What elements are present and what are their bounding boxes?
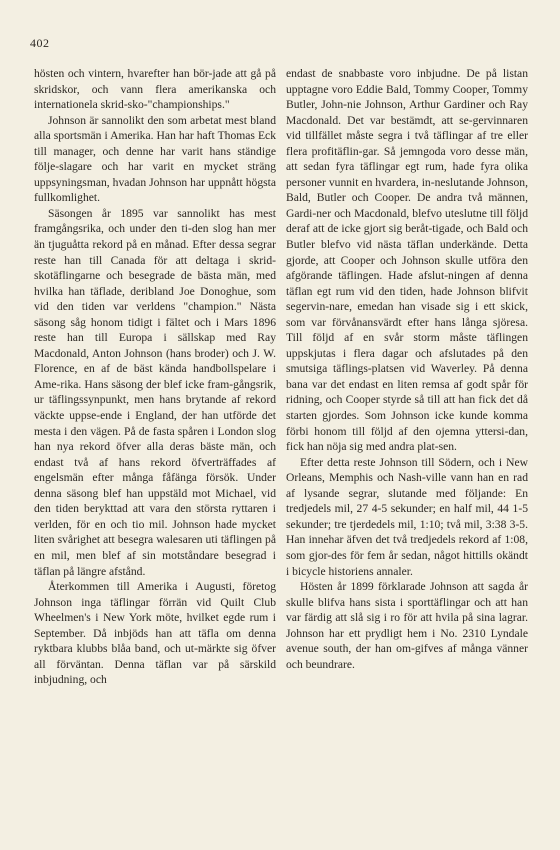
right-column [286,66,528,672]
paragraph: Efter detta reste Johnson till Södern, och i New Orleans, Memphis och Nash-ville vann han en rad af lysande segrar, slutande med följande: En tredjedels mil, 27 4-5 sekunder; en half mil, 44 1-5 sekunder; tre tjerdedels mil, 1:10; två mil, 3:38 3-5. Han innehar äfven det två tredjedels rekord af 1:08, som gjor-des för fem år sedan, något hittills okändt i bicycle historiens annaler. [286,455,528,578]
paragraph: endast de snabbaste voro inbjudne. De på listan upptagne voro Eddie Bald, Tommy Cooper, Tommy Butler, John-nie Johnson, Arthur Gardiner och Ray Macdonald. Det var bestämdt, att se-gervinnaren vid tillfället måste segra i två täflingar af tre eller flera profitäflin-gar. Så jemngoda voro desse män, att sedan fyra täflingar egt rum, hade fyra olika personer vunnit en hvardera, in-neslutande Johnson, Bald, Butler och Cooper. De andra två männen, Gardi-ner och Macdonald, blefvo uteslutne till följd deraf att de icke gjort sig beråt-tigade, och Bald och Butler blefvo vid nästa täflan underkände. Detta gjorde, att Cooper och Johnson skulle utföra den afgörande täflingen. Hade afslut-ningen af denna täflan egt rum vid den tiden, hade Johnson blifvit segervin-nare, emedan han visade sig i ett skick, som var förvånansvärdt efter hans långa sjöresa. Till följd af en svår storm måste täflingen uppskjutas i flera dagar och afslutades på den smutsiga täflings-platsen vid Waverley. På denna bana var det endast en liten remsa af godt spår för ridning, och Cooper styrde så till att han fick det då starten gjordes. Som Johnson icke kunde komma förbi honom till följd af den ojemna yttersi-dan, fick han nöja sig med andra plat-sen. [286,67,528,454]
page-number: 402 [30,36,50,50]
paragraph: Säsongen år 1895 var sannolikt has mest framgångsrika, och under den ti-den slog han mer än tjuguåtta rekord på en månad. Efter dessa segrar reste han till Canada för att deltaga i skrid-skotäflingarne och besegrade de bästa män, med hvilka han täflade, deribland Joe Donoghue, som vid den tiden var verldens "champion." Nästa säsong såg honom tidigt i fältet och i Mars 1896 reste han till Europa i sällskap med Ray Macdonald, Anton Johnson (hans broder) och J. W. Florence, en af de bäst kända handbollspelare i Ame-rika. Hans säsong der blef icke fram-gångsrik, ur täflingssynpunkt, men hans brytande af rekord väckte uppse-ende i England, der han utförde det mesta i den vägen. På de fasta spåren i London slog han nya rekord öfver alla deras bäste män, och endast två af hans rekord öfverträffades af engelsmän efter många fåfänga försök. Under denna säsong blef han uppstäld mot Michael, vid den tiden berykttad att vara den största ryttaren i verlden, för en och tio mil. Johnson hade mycket liten svårighet att besegra walesaren uti täflingen på en mil, men blef af sin motståndare besegrad i täflan på längre afstånd. [34,206,276,578]
paragraph: hösten och vintern, hvarefter han bör-jade att gå på skridskor, och vann flera amerikanska och internationela skrid-sko-"championships." [34,67,276,112]
left-column [34,66,276,688]
paragraph: Johnson är sannolikt den som arbetat mest bland alla sportsmän i Amerika. Han har haft Thomas Eck till manager, och denne har varit hans ständige följe-slagare och har varit en mycket sträng uppsyningsman, hvadan Johnson har uppnått högsta fullkomlighet. [34,113,276,205]
paragraph: Återkommen till Amerika i Augusti, företog Johnson inga täflingar förrän vid Quilt Club Wheelmen's i New York möte, hvilket egde rum i September. Då inbjöds han att täfla om denna ryktbara klubbs blåa band, och ut-märkte sig öfver all förväntan. Denna täflan var på särskild inbjudning, och [34,580,276,687]
paragraph: Hösten år 1899 förklarade Johnson att sagda år skulle blifva hans sista i sporttäflingar och att han var färdig att slå sig i ro för att hvila på sina lagrar. Johnson har ett prydligt hem i No. 2310 Lyndale avenue south, der han om-gifves af många vänner och beundrare. [286,580,528,671]
